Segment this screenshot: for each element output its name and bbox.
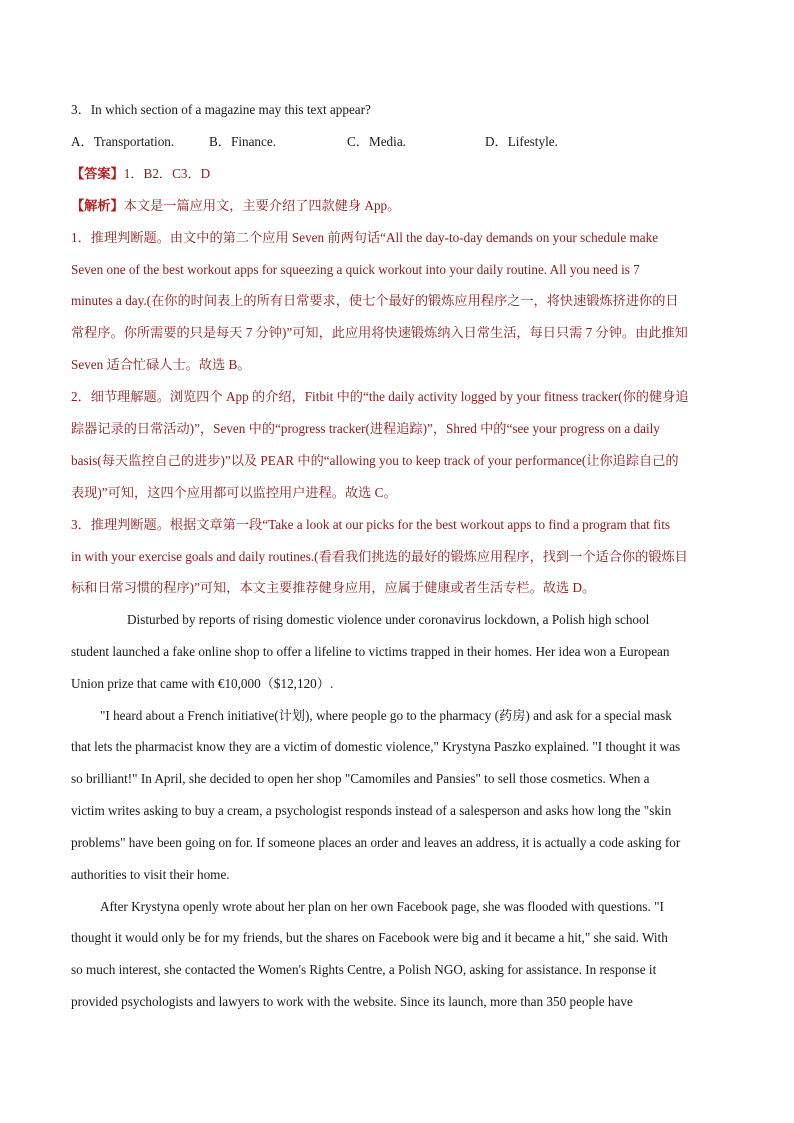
question-3-stem: 3．In which section of a magazine may this text appear? <box>71 102 371 117</box>
analysis-intro-line <box>71 196 731 216</box>
passage-line: "I heard about a French initiative(计划), where people go to the pharmacy (药房) and ask for a special mask <box>100 708 672 723</box>
analysis-label: 【解析】 <box>71 198 124 213</box>
passage-line: so brilliant!" In April, she decided to open her shop "Camomiles and Pansies" to sell those cosmetics. When a <box>71 771 650 786</box>
passage-line: that lets the pharmacist know they are a victim of domestic violence," Krystyna Paszko explained. "I thought it was <box>71 739 681 754</box>
option-b: B．Finance. <box>209 134 277 149</box>
analysis-line: basis(每天监控自己的进步)”以及 PEAR 中的“allowing you to keep track of your performance(让你追踪自己的 <box>71 453 679 468</box>
analysis-line: 踪器记录的日常活动)”，Seven 中的“progress tracker(进程追踪)”，Shred 中的“see your progress on a daily <box>71 421 660 436</box>
analysis-line: Seven 适合忙碌人士。故选 B。 <box>71 357 251 372</box>
analysis-line: 3．推理判断题。根据文章第一段“Take a look at our picks for the best workout apps to find a program that fits <box>71 517 670 532</box>
passage-line: victim writes asking to buy a cream, a psychologist responds instead of a salesperson and asks how long the "skin <box>71 803 672 818</box>
analysis-line: in with your exercise goals and daily routines.(看看我们挑选的最好的锻炼应用程序，找到一个适合你的锻炼目 <box>71 549 688 564</box>
analysis-intro: 本文是一篇应用文，主要介绍了四款健身 App。 <box>123 198 401 213</box>
analysis-line: 标和日常习惯的程序)”可知，本文主要推荐健身应用，应属于健康或者生活专栏。故选 D。 <box>71 580 596 595</box>
passage-line: authorities to visit their home. <box>71 867 230 882</box>
analysis-line: 2．细节理解题。浏览四个 App 的介绍，Fitbit 中的“the daily activity logged by your fitness tracker(你的健身追 <box>71 389 689 404</box>
passage-line: provided psychologists and lawyers to work with the website. Since its launch, more than 350 people have <box>71 994 633 1009</box>
analysis-line: 常程序。你所需要的只是每天 7 分钟)”可知，此应用将快速锻炼纳入日常生活，每日只需 7 分钟。由此推知 <box>71 325 688 340</box>
passage-line: Disturbed by reports of rising domestic violence under coronavirus lockdown, a Polish high school <box>127 612 650 627</box>
answer-line <box>71 164 731 184</box>
analysis-line: minutes a day.(在你的时间表上的所有日常要求，使七个最好的锻炼应用程序之一，将快速锻炼挤进你的日 <box>71 293 679 308</box>
answer-label: 【答案】 <box>71 166 124 181</box>
option-a: A．Transportation. <box>71 134 175 149</box>
passage-line: student launched a fake online shop to offer a lifeline to victims trapped in their homes. Her idea won a European <box>71 644 670 659</box>
passage-line: Union prize that came with €10,000（$12,120）. <box>71 676 334 691</box>
option-c: C．Media. <box>347 134 406 149</box>
passage-line: problems" have been going on for. If someone places an order and leaves an address, it is actually a code asking for <box>71 835 681 850</box>
analysis-line: 表现)”可知，这四个应用都可以监控用户进程。故选 C。 <box>71 485 397 500</box>
analysis-line: 1．推理判断题。由文中的第二个应用 Seven 前两句话“All the day-to-day demands on your schedule make <box>71 230 659 245</box>
option-d: D．Lifestyle. <box>485 134 558 149</box>
passage-line: thought it would only be for my friends, but the shares on Facebook were big and it became a hit," she said. With <box>71 930 668 945</box>
passage-line: After Krystyna openly wrote about her plan on her own Facebook page, she was flooded with questions. "I <box>100 899 664 914</box>
analysis-line: Seven one of the best workout apps for squeezing a quick workout into your daily routine. All you need is 7 <box>71 262 640 277</box>
passage-line: so much interest, she contacted the Women's Rights Centre, a Polish NGO, asking for assistance. In response it <box>71 962 657 977</box>
answer-text: 1．B2．C3．D <box>123 166 211 181</box>
